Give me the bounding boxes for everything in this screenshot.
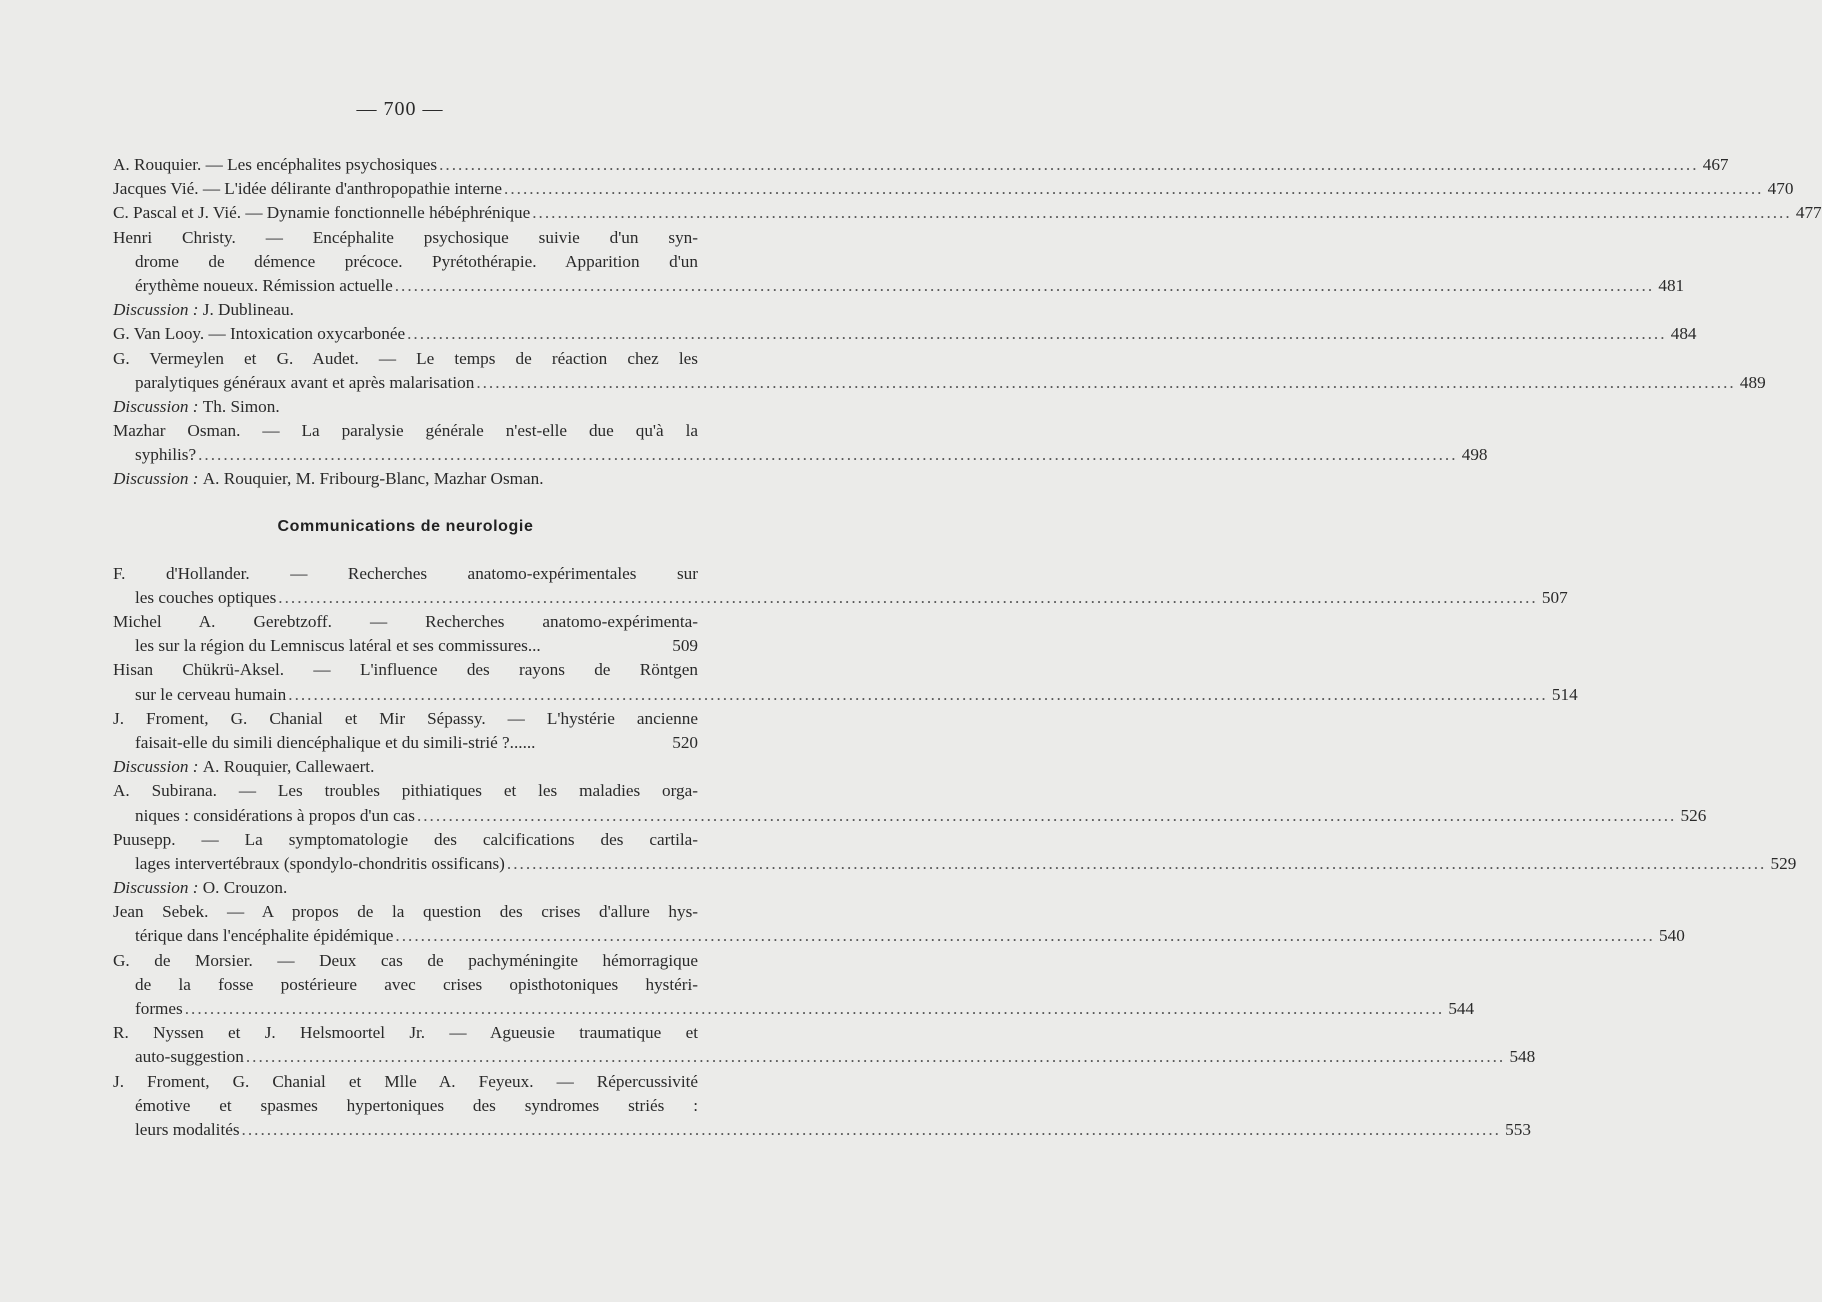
toc-text-line: Puusepp. — La symptomatologie des calcifications des cartila-	[113, 829, 698, 849]
toc-entry-line	[113, 153, 1729, 177]
entry-text: G. Van Looy. — Intoxication oxycarbonée	[113, 324, 406, 344]
dot-leader: ........................................................................................................................................................................................................	[394, 275, 1655, 295]
toc-entry-line	[113, 731, 698, 755]
dot-leader: ........................................................................................................................................................................................................	[504, 179, 1764, 199]
toc-entry-line	[113, 1118, 1531, 1142]
entry-text: sur le cerveau humain	[135, 684, 287, 704]
page-number: — 700 —	[356, 98, 444, 120]
discussion-label: Discussion :	[113, 396, 203, 416]
toc-text-line: G. Vermeylen et G. Audet. — Le temps de réaction chez les	[113, 348, 698, 368]
page-reference: 509	[672, 636, 698, 656]
entry-text: les sur la région du Lemniscus latéral et ses commissures...	[135, 636, 541, 656]
discussion-names: A. Rouquier, Callewaert.	[202, 757, 375, 777]
toc-text-line: R. Nyssen et J. Helsmoortel Jr. — Agueusie traumatique et	[113, 1023, 698, 1043]
page-reference: 553	[1505, 1119, 1531, 1139]
entry-text: paralytiques généraux avant et après malarisation	[135, 372, 475, 392]
dot-leader: ........................................................................................................................................................................................................	[407, 324, 1667, 344]
discussion-label: Discussion :	[113, 878, 203, 898]
toc-entry-line	[113, 852, 1797, 876]
discussion-names: J. Dublineau.	[202, 300, 294, 320]
toc-text-line: G. de Morsier. — Deux cas de pachyméningite hémorragique	[113, 950, 698, 970]
page-reference: 540	[1659, 926, 1685, 946]
dot-leader: ........................................................................................................................................................................................................	[198, 445, 1458, 465]
page-reference: 489	[1739, 372, 1766, 392]
entry-text: auto-suggestion	[135, 1047, 244, 1067]
dot-leader: ........................................................................................................................................................................................................	[245, 1047, 1506, 1067]
toc-entry-line	[113, 371, 1766, 395]
dot-leader: ........................................................................................................................................................................................................	[532, 203, 1792, 223]
entry-text: syphilis?	[135, 445, 197, 465]
toc-text-line: A. Subirana. — Les troubles pithiatiques et les maladies orga-	[113, 781, 698, 801]
dot-leader: ........................................................................................................................................................................................................	[439, 155, 1699, 174]
toc-entry-line	[113, 924, 1685, 948]
page-reference: 481	[1658, 275, 1685, 295]
page-reference: 544	[1448, 999, 1475, 1018]
discussion-label: Discussion :	[113, 300, 203, 320]
toc-text-line: Henri Christy. — Encéphalite psychosique suivie d'un syn-	[113, 227, 698, 247]
entry-text: faisait-elle du simili diencéphalique et du simili-strié ?......	[135, 732, 536, 752]
toc-entry-line	[113, 997, 1475, 1021]
page-reference: 470	[1767, 179, 1794, 199]
discussion-line	[113, 755, 698, 779]
toc-entry-line	[113, 177, 1794, 201]
discussion-names: O. Crouzon.	[202, 878, 288, 898]
discussion-label: Discussion :	[113, 469, 203, 489]
toc-text-line: émotive et spasmes hypertoniques des syndromes striés :	[135, 1095, 698, 1115]
entry-text: érythème noueux. Rémission actuelle	[135, 275, 393, 295]
page-reference: 529	[1770, 853, 1797, 873]
toc-text-line: Jean Sebek. — A propos de la question des crises d'allure hys-	[113, 902, 698, 922]
toc-entry-line	[113, 201, 1822, 225]
discussion-line	[113, 876, 698, 900]
entry-text: leurs modalités	[135, 1119, 240, 1139]
dot-leader: ........................................................................................................................................................................................................	[476, 372, 1736, 392]
entry-text: Jacques Vié. — L'idée délirante d'anthropopathie interne	[113, 179, 503, 199]
dot-leader: ........................................................................................................................................................................................................	[241, 1119, 1501, 1139]
dot-leader: ........................................................................................................................................................................................................	[278, 587, 1538, 607]
toc-entry-line	[113, 443, 1488, 467]
dot-leader: ........................................................................................................................................................................................................	[184, 999, 1445, 1018]
section-heading: Communications de neurologie	[277, 517, 534, 535]
toc-text-line: J. Froment, G. Chanial et Mlle A. Feyeux. — Répercussivité	[113, 1071, 698, 1091]
toc-entry-line	[113, 1045, 1536, 1069]
dot-leader: ........................................................................................................................................................................................................	[395, 926, 1655, 946]
page-reference: 526	[1680, 805, 1707, 825]
page-reference: 477	[1795, 203, 1822, 223]
discussion-line	[113, 467, 698, 491]
dot-leader: ........................................................................................................................................................................................................	[288, 684, 1548, 704]
page-reference: 467	[1702, 155, 1729, 174]
page-reference: 507	[1541, 587, 1568, 607]
toc-text-line: Mazhar Osman. — La paralysie générale n'est-elle due qu'à la	[113, 421, 698, 441]
toc-entry-line	[113, 683, 1578, 707]
discussion-names: Th. Simon.	[202, 396, 280, 416]
discussion-names: A. Rouquier, M. Fribourg-Blanc, Mazhar Osman.	[202, 469, 544, 489]
toc-text-line: Hisan Chükrü-Aksel. — L'influence des rayons de Röntgen	[113, 660, 698, 680]
page-reference: 548	[1509, 1047, 1536, 1067]
entry-text: les couches optiques	[135, 587, 277, 607]
entry-text: niques : considérations à propos d'un cas	[135, 805, 415, 825]
toc-entry-line	[113, 322, 1697, 346]
entry-text: A. Rouquier. — Les encéphalites psychosiques	[113, 155, 438, 174]
discussion-label: Discussion :	[113, 757, 203, 777]
entry-text: C. Pascal et J. Vié. — Dynamie fonctionnelle hébéphrénique	[113, 203, 531, 223]
dot-leader: ........................................................................................................................................................................................................	[416, 805, 1677, 825]
entry-text: lages intervertébraux (spondylo-chondritis ossificans)	[135, 853, 505, 873]
page-reference: 484	[1670, 324, 1697, 344]
toc-entry-line	[113, 274, 1685, 298]
toc-text-line: de la fosse postérieure avec crises opisthotoniques hystéri-	[135, 974, 698, 994]
page-reference: 514	[1551, 684, 1578, 704]
toc-entry-line	[113, 634, 698, 658]
toc-text-line: Michel A. Gerebtzoff. — Recherches anatomo-expérimenta-	[113, 612, 698, 631]
page-reference: 498	[1461, 445, 1488, 465]
dot-leader: ........................................................................................................................................................................................................	[506, 853, 1767, 873]
toc-text-line: J. Froment, G. Chanial et Mir Sépassy. — L'hystérie ancienne	[113, 708, 698, 728]
discussion-line	[113, 298, 698, 322]
toc-text-line: F. d'Hollander. — Recherches anatomo-expérimentales sur	[113, 563, 698, 583]
toc-text-line: drome de démence précoce. Pyrétothérapie. Apparition d'un	[135, 251, 698, 271]
toc-entry-line	[113, 586, 1568, 610]
entry-text: térique dans l'encéphalite épidémique	[135, 926, 394, 946]
page-reference: 520	[672, 732, 698, 752]
table-of-contents	[113, 153, 1822, 1142]
toc-entry-line	[113, 804, 1707, 828]
entry-text: formes	[135, 999, 183, 1018]
discussion-line	[113, 395, 698, 419]
